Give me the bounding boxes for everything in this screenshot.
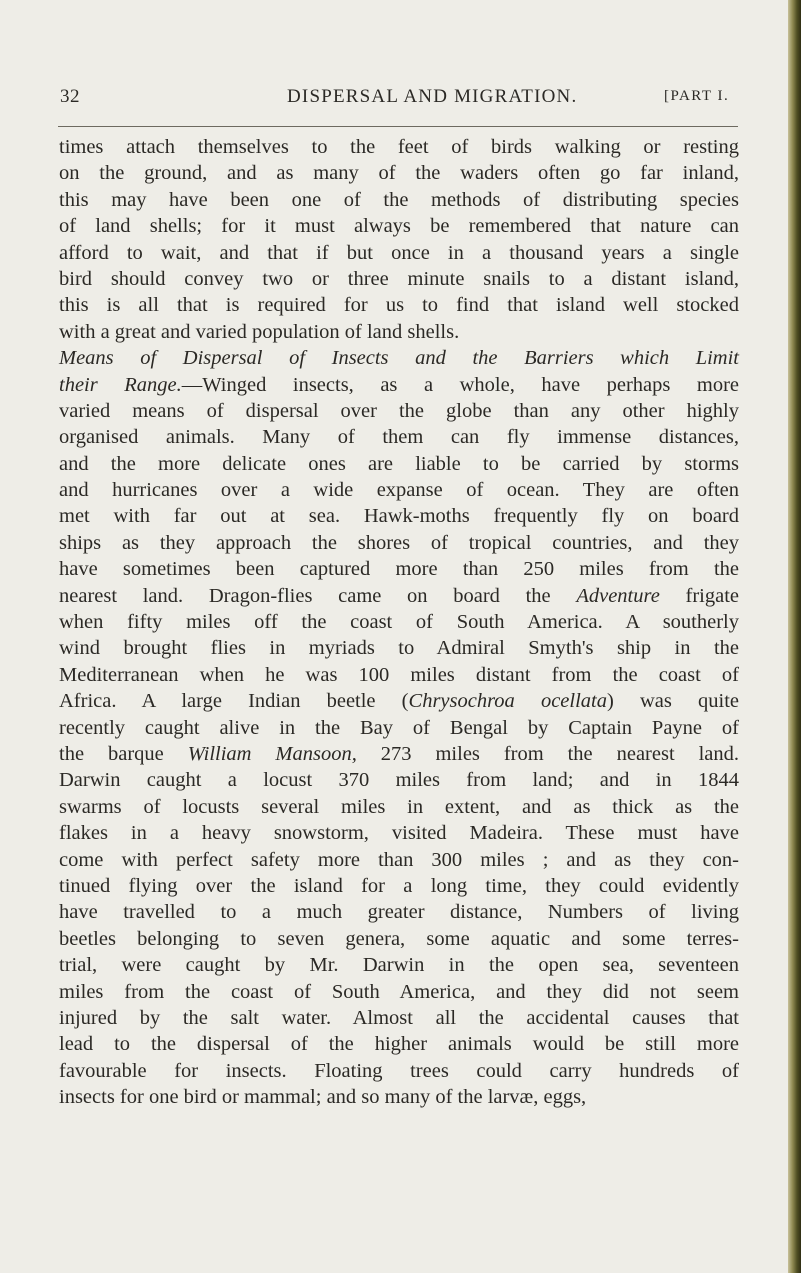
text-line	[59, 635, 739, 661]
text-segment: favourable for insects. Floating trees could carry hundreds of	[59, 1059, 739, 1082]
text-segment: nearest land. Dragon-flies came on board the	[59, 584, 577, 607]
text-line	[59, 952, 739, 978]
text-segment: tinued flying over the island for a long time, they could evidently	[59, 874, 739, 897]
text-segment: Mediterranean when he was 100 miles distant from the coast of	[59, 663, 739, 686]
text-line	[59, 1005, 739, 1031]
text-segment: frigate	[659, 584, 739, 607]
text-segment: and hurricanes over a wide expanse of ocean. They are often	[59, 479, 739, 502]
text-segment: and the more delicate ones are liable to be carried by storms	[59, 452, 739, 475]
text-line	[59, 556, 739, 582]
text-segment: trial, were caught by Mr. Darwin in the open sea, seventeen	[59, 954, 739, 977]
text-line	[59, 292, 739, 318]
part-label: [PART I.	[664, 88, 730, 104]
text-segment: on the ground, and as many of the waders often go far inland,	[59, 162, 739, 185]
text-segment: this is all that is required for us to find that island well stocked	[59, 294, 739, 317]
text-segment: ships as they approach the shores of tropical countries, and they	[59, 531, 739, 554]
text-segment: times attach themselves to the feet of birds walking or resting	[59, 136, 739, 158]
header-rule	[58, 126, 738, 127]
text-line	[59, 530, 739, 556]
text-line	[59, 134, 739, 160]
text-segment: injured by the salt water. Almost all the accidental causes that	[59, 1006, 739, 1029]
text-segment: have sometimes been captured more than 250 miles from the	[59, 558, 739, 581]
text-line	[59, 767, 739, 793]
text-line	[59, 424, 739, 450]
text-segment: lead to the dispersal of the higher animals would be still more	[59, 1033, 739, 1056]
text-segment: have travelled to a much greater distance, Numbers of living	[59, 901, 739, 924]
text-line	[59, 451, 739, 477]
text-line	[59, 345, 739, 371]
text-line	[59, 187, 739, 213]
text-segment: bird should convey two or three minute snails to a distant island,	[59, 267, 739, 290]
text-segment: wind brought flies in myriads to Admiral Smyth's ship in the	[59, 637, 739, 660]
text-segment: Darwin caught a locust 370 miles from land; and in 1844	[59, 769, 739, 792]
text-line	[59, 609, 739, 635]
text-line	[59, 741, 739, 767]
text-segment: varied means of dispersal over the globe than any other highly	[59, 399, 739, 422]
text-line	[59, 979, 739, 1005]
italic-text-segment: their Range.	[59, 373, 182, 396]
text-line	[59, 794, 739, 820]
text-line	[59, 899, 739, 925]
text-line	[59, 662, 739, 688]
text-segment: organised animals. Many of them can fly immense distances,	[59, 426, 739, 449]
text-line	[59, 213, 739, 239]
text-segment: miles from the coast of South America, and they did not seem	[59, 980, 739, 1003]
text-line	[59, 372, 739, 398]
text-segment: afford to wait, and that if but once in a thousand years a single	[59, 241, 739, 264]
text-line	[59, 503, 739, 529]
text-segment: when fifty miles off the coast of South America. A southerly	[59, 611, 739, 634]
text-line	[59, 820, 739, 846]
running-title: DISPERSAL AND MIGRATION.	[287, 86, 578, 107]
text-segment: of land shells; for it must always be remembered that nature can	[59, 215, 739, 238]
text-line	[59, 873, 739, 899]
text-line	[59, 715, 739, 741]
text-line	[59, 240, 739, 266]
text-line	[59, 1058, 739, 1084]
text-segment: Africa. A large Indian beetle (	[59, 690, 409, 713]
text-segment: recently caught alive in the Bay of Bengal by Captain Payne of	[59, 716, 739, 739]
text-line	[59, 688, 739, 714]
text-segment: swarms of locusts several miles in extent, and as thick as the	[59, 795, 739, 818]
text-segment: beetles belonging to seven genera, some aquatic and some terres-	[59, 927, 739, 950]
text-line	[59, 1031, 739, 1057]
page-header	[60, 86, 737, 110]
text-segment: 273 miles from the nearest land.	[356, 742, 739, 765]
italic-text-segment: Adventure	[576, 584, 660, 607]
text-segment: —Winged insects, as a whole, have perhaps more	[181, 373, 740, 396]
text-line	[59, 398, 739, 424]
text-segment: insects for one bird or mammal; and so many of the larvæ, eggs,	[59, 1086, 587, 1109]
page-number: 32	[60, 86, 80, 107]
text-segment: with a great and varied population of land shells.	[59, 320, 460, 343]
text-segment: the barque	[59, 742, 188, 765]
italic-text-segment: William Mansoon,	[187, 742, 357, 765]
text-line	[59, 847, 739, 873]
text-line	[59, 583, 739, 609]
book-binding-edge	[788, 0, 801, 1273]
text-segment: met with far out at sea. Hawk-moths frequently fly on board	[59, 505, 739, 528]
text-line	[59, 1084, 739, 1110]
text-segment: ) was quite	[607, 690, 739, 713]
text-segment: come with perfect safety more than 300 miles ; and as they con-	[59, 848, 739, 871]
text-line	[59, 477, 739, 503]
italic-text-segment: Chrysochroa ocellata	[408, 690, 607, 713]
text-segment: this may have been one of the methods of distributing species	[59, 188, 739, 211]
text-segment: flakes in a heavy snowstorm, visited Madeira. These must have	[59, 822, 739, 845]
text-line	[59, 160, 739, 186]
italic-text-segment: Means of Dispersal of Insects and the Barriers which Limit	[59, 347, 739, 370]
text-line	[59, 319, 739, 345]
text-line	[59, 266, 739, 292]
body-text	[59, 134, 739, 1110]
text-line	[59, 926, 739, 952]
